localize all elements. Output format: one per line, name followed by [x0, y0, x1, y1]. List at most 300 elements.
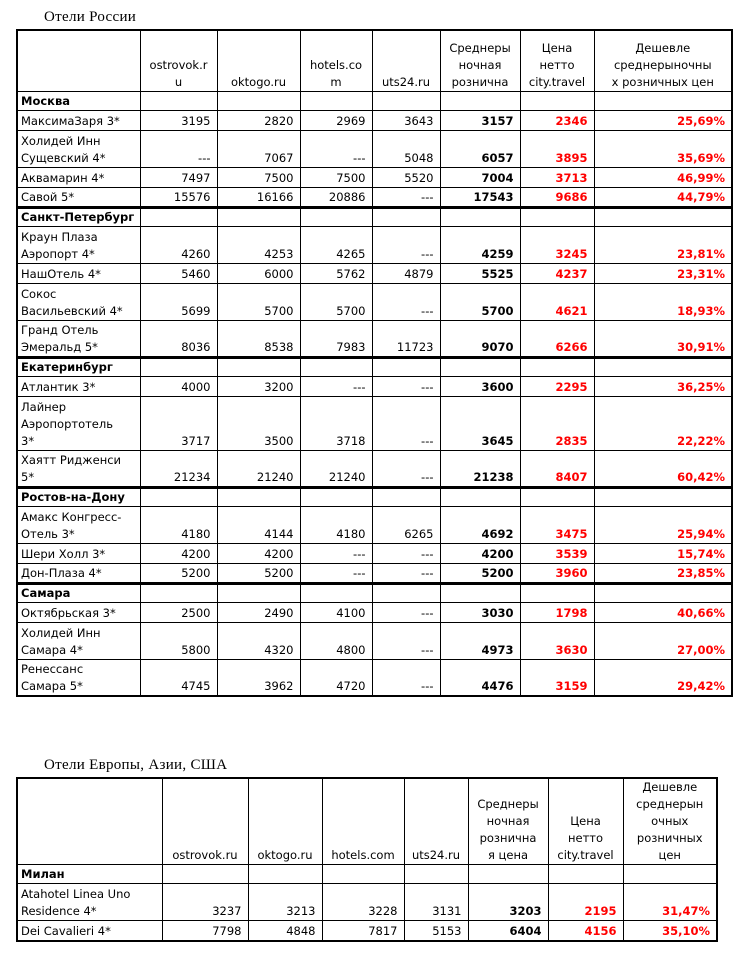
table-row [17, 110, 732, 130]
empty-cell [322, 865, 404, 884]
column-header [248, 778, 322, 865]
hotel-name [17, 187, 140, 207]
text-line: среднерыночны [613, 57, 712, 72]
text-line: hotels.co [309, 57, 363, 72]
cell-hotels: 4800 [300, 622, 372, 659]
cell-net: 3245 [520, 226, 594, 263]
city-name: Москва [17, 91, 140, 110]
empty-cell [217, 357, 300, 376]
city-name: Самара [17, 583, 140, 602]
empty-cell [594, 357, 732, 376]
cell-net: 3895 [520, 130, 594, 167]
cell-hotels: 20886 [300, 187, 372, 207]
cell-uts24: --- [372, 226, 440, 263]
cell-hotels: 7500 [300, 167, 372, 187]
text-line: Дешевле [642, 780, 698, 794]
cell-net: 4156 [548, 921, 623, 941]
cell-oktogo: 2820 [217, 110, 300, 130]
column-header [623, 778, 717, 865]
empty-cell [300, 583, 372, 602]
cell-ostrovok: 2500 [140, 602, 217, 622]
text-line: Васильевский 4* [21, 303, 123, 318]
city-row [17, 865, 717, 884]
text-line: Сущевский 4* [21, 150, 106, 165]
hotel-name [17, 563, 140, 583]
cell-oktogo: 2490 [217, 602, 300, 622]
cell-net: 3630 [520, 622, 594, 659]
cell-ostrovok: 15576 [140, 187, 217, 207]
table-row [17, 283, 732, 320]
empty-cell [440, 91, 520, 110]
empty-cell [300, 207, 372, 226]
text-line: Хаятт Ридженси [21, 452, 122, 467]
table-row [17, 622, 732, 659]
empty-cell [520, 583, 594, 602]
cell-avg: 6057 [440, 130, 520, 167]
cell-net: 6266 [520, 320, 594, 357]
russia-hotels-table [16, 29, 733, 697]
text-line: 3* [21, 433, 35, 448]
cell-hotels: --- [300, 130, 372, 167]
text-line: Холидей Инн [21, 625, 101, 640]
text-line: Цена [570, 814, 601, 828]
cell-hotels: 2969 [300, 110, 372, 130]
cell-oktogo: 3962 [217, 659, 300, 696]
cell-avg: 17543 [440, 187, 520, 207]
cell-avg: 3600 [440, 376, 520, 396]
cell-discount: 36,25% [594, 376, 732, 396]
cell-discount: 15,74% [594, 543, 732, 563]
empty-cell [520, 91, 594, 110]
text-line: Среднеры [449, 40, 511, 55]
text-line: Дешевле [635, 40, 691, 55]
text-line: Аквамарин 4* [21, 170, 105, 185]
russia-title: Отели России [44, 9, 137, 25]
text-line: Среднеры [477, 797, 539, 811]
text-line: Аэропортотель [21, 416, 114, 431]
cell-ostrovok: 5800 [140, 622, 217, 659]
cell-discount: 23,31% [594, 263, 732, 283]
text-line: Лайнер [21, 399, 67, 414]
column-header [404, 778, 468, 865]
cell-avg: 3157 [440, 110, 520, 130]
table-row [17, 563, 732, 583]
table-row [17, 659, 732, 696]
text-line: очных [651, 814, 689, 828]
column-header [17, 30, 140, 91]
column-header [162, 778, 248, 865]
cell-uts24: --- [372, 396, 440, 450]
cell-avg: 9070 [440, 320, 520, 357]
text-line: Холидей Инн [21, 133, 101, 148]
cell-discount: 25,69% [594, 110, 732, 130]
cell-avg: 3030 [440, 602, 520, 622]
empty-cell [520, 207, 594, 226]
text-line: рознична [451, 74, 509, 89]
cell-uts24: --- [372, 450, 440, 487]
text-line: х розничных цен [611, 74, 714, 89]
hotel-name [17, 543, 140, 563]
hotel-name [17, 110, 140, 130]
text-line: Шери Холл 3* [21, 546, 106, 561]
empty-cell [140, 487, 217, 506]
text-line: Самара 4* [21, 642, 83, 657]
cell-hotels: 4100 [300, 602, 372, 622]
column-header [372, 30, 440, 91]
empty-cell [440, 357, 520, 376]
text-line: Отель 3* [21, 526, 75, 541]
cell-hotels: --- [300, 376, 372, 396]
cell-avg: 4973 [440, 622, 520, 659]
cell-discount: 27,00% [594, 622, 732, 659]
cell-ostrovok: 5699 [140, 283, 217, 320]
cell-uts24: 5153 [404, 921, 468, 941]
empty-cell [372, 91, 440, 110]
text-line: oktogo.ru [230, 74, 287, 89]
city-name: Санкт-Петербург [17, 207, 140, 226]
column-header [440, 30, 520, 91]
cell-uts24: --- [372, 563, 440, 583]
empty-cell [404, 865, 468, 884]
cell-net: 4621 [520, 283, 594, 320]
cell-avg: 21238 [440, 450, 520, 487]
text-line: Октябрьская 3* [21, 605, 116, 620]
cell-uts24: --- [372, 543, 440, 563]
table-row [17, 884, 717, 921]
hotel-name [17, 226, 140, 263]
empty-cell [372, 487, 440, 506]
cell-ostrovok: 4180 [140, 506, 217, 543]
empty-cell [248, 865, 322, 884]
cell-ostrovok: 3195 [140, 110, 217, 130]
cell-uts24: 6265 [372, 506, 440, 543]
cell-oktogo: 3213 [248, 884, 322, 921]
text-line: я цена [487, 848, 529, 862]
table-row [17, 226, 732, 263]
cell-avg: 4200 [440, 543, 520, 563]
cell-net: 4237 [520, 263, 594, 283]
cell-oktogo: 4200 [217, 543, 300, 563]
cell-hotels: 7817 [322, 921, 404, 941]
cell-uts24: --- [372, 602, 440, 622]
hotel-name [17, 320, 140, 357]
empty-cell [372, 357, 440, 376]
cell-net: 1798 [520, 602, 594, 622]
cell-ostrovok: 3717 [140, 396, 217, 450]
text-line: Dei Cavalieri 4* [21, 923, 111, 938]
cell-discount: 29,42% [594, 659, 732, 696]
text-line: Residence 4* [21, 904, 97, 918]
cell-oktogo: 6000 [217, 263, 300, 283]
table-row [17, 396, 732, 450]
column-header [520, 30, 594, 91]
cell-hotels: 5762 [300, 263, 372, 283]
cell-oktogo: 7067 [217, 130, 300, 167]
cell-ostrovok: 5460 [140, 263, 217, 283]
cell-discount: 23,85% [594, 563, 732, 583]
text-line: Эмеральд 5* [21, 339, 98, 354]
text-line: u [174, 74, 183, 89]
cell-avg: 3203 [468, 884, 548, 921]
cell-ostrovok: 5200 [140, 563, 217, 583]
cell-net: 3475 [520, 506, 594, 543]
empty-cell [217, 207, 300, 226]
text-line: oktogo.ru [257, 848, 313, 862]
text-line: Гранд Отель [21, 322, 99, 337]
cell-oktogo: 3500 [217, 396, 300, 450]
cell-discount: 31,47% [623, 884, 717, 921]
cell-net: 3713 [520, 167, 594, 187]
city-row [17, 91, 732, 110]
cell-oktogo: 4144 [217, 506, 300, 543]
cell-ostrovok: 4260 [140, 226, 217, 263]
column-header [594, 30, 732, 91]
column-header [548, 778, 623, 865]
cell-discount: 60,42% [594, 450, 732, 487]
city-row [17, 583, 732, 602]
empty-cell [440, 583, 520, 602]
cell-net: 3960 [520, 563, 594, 583]
header-row [17, 778, 717, 865]
cell-discount: 46,99% [594, 167, 732, 187]
text-line: НашОтель 4* [21, 266, 101, 281]
hotel-name [17, 622, 140, 659]
text-line: цен [658, 848, 681, 862]
table-row [17, 376, 732, 396]
cell-uts24: 11723 [372, 320, 440, 357]
empty-cell [440, 487, 520, 506]
hotel-name [17, 602, 140, 622]
empty-cell [372, 207, 440, 226]
city-name: Милан [17, 865, 162, 884]
table-row [17, 543, 732, 563]
cell-net: 9686 [520, 187, 594, 207]
cell-hotels: --- [300, 563, 372, 583]
empty-cell [140, 91, 217, 110]
cell-hotels: 4180 [300, 506, 372, 543]
cell-discount: 35,69% [594, 130, 732, 167]
cell-net: 2295 [520, 376, 594, 396]
hotel-name [17, 659, 140, 696]
table-row [17, 921, 717, 941]
cell-hotels: 4265 [300, 226, 372, 263]
cell-avg: 4476 [440, 659, 520, 696]
column-header [322, 778, 404, 865]
empty-cell [300, 487, 372, 506]
cell-avg: 6404 [468, 921, 548, 941]
text-line: ночная [486, 814, 530, 828]
cell-uts24: --- [372, 376, 440, 396]
city-name: Ростов-на-Дону [17, 487, 140, 506]
empty-cell [300, 91, 372, 110]
hotel-name [17, 884, 162, 921]
text-line: uts24.ru [411, 848, 461, 862]
text-line: ostrovok.r [149, 57, 208, 72]
empty-cell [162, 865, 248, 884]
cell-hotels: 3228 [322, 884, 404, 921]
cell-ostrovok: 4745 [140, 659, 217, 696]
cell-ostrovok: 3237 [162, 884, 248, 921]
cell-net: 3159 [520, 659, 594, 696]
cell-discount: 44,79% [594, 187, 732, 207]
world-title: Отели Европы, Азии, США [44, 757, 228, 773]
hotel-name [17, 263, 140, 283]
cell-avg: 5700 [440, 283, 520, 320]
cell-ostrovok: 21234 [140, 450, 217, 487]
text-line: рознична [479, 831, 537, 845]
city-row [17, 207, 732, 226]
cell-uts24: 5048 [372, 130, 440, 167]
cell-oktogo: 4253 [217, 226, 300, 263]
city-name: Екатеринбург [17, 357, 140, 376]
empty-cell [594, 583, 732, 602]
hotel-name [17, 376, 140, 396]
column-header [217, 30, 300, 91]
cell-uts24: 3131 [404, 884, 468, 921]
text-line: Сокос [21, 286, 57, 301]
text-line: Аэропорт 4* [21, 246, 95, 261]
text-line: среднерын [636, 797, 704, 811]
text-line: Амакс Конгресс- [21, 509, 122, 524]
cell-ostrovok: 7798 [162, 921, 248, 941]
text-line: Atahotel Linea Uno [21, 887, 131, 901]
cell-hotels: 3718 [300, 396, 372, 450]
cell-uts24: --- [372, 283, 440, 320]
text-line: розничных [636, 831, 703, 845]
cell-net: 3539 [520, 543, 594, 563]
cell-uts24: 5520 [372, 167, 440, 187]
cell-oktogo: 5200 [217, 563, 300, 583]
table-row [17, 263, 732, 283]
cell-ostrovok: 4200 [140, 543, 217, 563]
text-line: Ренессанс [21, 662, 84, 676]
cell-oktogo: 8538 [217, 320, 300, 357]
empty-cell [548, 865, 623, 884]
cell-oktogo: 7500 [217, 167, 300, 187]
empty-cell [440, 207, 520, 226]
cell-uts24: --- [372, 187, 440, 207]
table-row [17, 602, 732, 622]
text-line: ostrovok.ru [172, 848, 238, 862]
cell-avg: 5525 [440, 263, 520, 283]
table-row [17, 506, 732, 543]
text-line: m [330, 74, 342, 89]
cell-net: 8407 [520, 450, 594, 487]
empty-cell [594, 91, 732, 110]
header-row [17, 30, 732, 91]
world-hotels-table [16, 777, 718, 942]
cell-net: 2195 [548, 884, 623, 921]
table-row [17, 167, 732, 187]
text-line: Атлантик 3* [21, 379, 96, 394]
hotel-name [17, 283, 140, 320]
text-line: Дон-Плаза 4* [21, 565, 102, 580]
empty-cell [217, 487, 300, 506]
cell-ostrovok: 8036 [140, 320, 217, 357]
cell-avg: 5200 [440, 563, 520, 583]
cell-discount: 30,91% [594, 320, 732, 357]
empty-cell [217, 91, 300, 110]
empty-cell [468, 865, 548, 884]
hotel-name [17, 921, 162, 941]
cell-discount: 25,94% [594, 506, 732, 543]
cell-uts24: --- [372, 659, 440, 696]
cell-net: 2835 [520, 396, 594, 450]
empty-cell [520, 357, 594, 376]
cell-oktogo: 3200 [217, 376, 300, 396]
table-row [17, 187, 732, 207]
cell-ostrovok: 7497 [140, 167, 217, 187]
cell-hotels: 21240 [300, 450, 372, 487]
text-line: Краун Плаза [21, 229, 98, 244]
empty-cell [594, 487, 732, 506]
text-line: нетто [567, 831, 604, 845]
empty-cell [623, 865, 717, 884]
cell-oktogo: 5700 [217, 283, 300, 320]
column-header [468, 778, 548, 865]
hotel-name [17, 130, 140, 167]
column-header [140, 30, 217, 91]
city-row [17, 357, 732, 376]
cell-oktogo: 4848 [248, 921, 322, 941]
cell-discount: 23,81% [594, 226, 732, 263]
text-line: hotels.com [331, 848, 395, 862]
cell-hotels: 7983 [300, 320, 372, 357]
hotel-name [17, 396, 140, 450]
empty-cell [140, 357, 217, 376]
table-row [17, 130, 732, 167]
text-line: city.travel [557, 848, 614, 862]
cell-uts24: 3643 [372, 110, 440, 130]
text-line: Савой 5* [21, 189, 75, 204]
text-line: ночная [458, 57, 502, 72]
cell-discount: 40,66% [594, 602, 732, 622]
cell-oktogo: 16166 [217, 187, 300, 207]
cell-oktogo: 4320 [217, 622, 300, 659]
cell-hotels: 4720 [300, 659, 372, 696]
text-line: нетто [539, 57, 575, 72]
cell-uts24: 4879 [372, 263, 440, 283]
column-header [300, 30, 372, 91]
cell-uts24: --- [372, 622, 440, 659]
table-row [17, 320, 732, 357]
text-line: Цена [541, 40, 573, 55]
empty-cell [140, 583, 217, 602]
city-row [17, 487, 732, 506]
text-line: 5* [21, 469, 35, 484]
cell-discount: 35,10% [623, 921, 717, 941]
text-line: city.travel [528, 74, 586, 89]
table-row [17, 450, 732, 487]
cell-avg: 4692 [440, 506, 520, 543]
hotel-name [17, 450, 140, 487]
cell-hotels: --- [300, 543, 372, 563]
text-line: Самара 5* [21, 679, 83, 693]
empty-cell [217, 583, 300, 602]
cell-net: 2346 [520, 110, 594, 130]
cell-ostrovok: 4000 [140, 376, 217, 396]
cell-oktogo: 21240 [217, 450, 300, 487]
cell-avg: 3645 [440, 396, 520, 450]
empty-cell [372, 583, 440, 602]
empty-cell [140, 207, 217, 226]
empty-cell [594, 207, 732, 226]
empty-cell [300, 357, 372, 376]
cell-ostrovok: --- [140, 130, 217, 167]
cell-hotels: 5700 [300, 283, 372, 320]
cell-avg: 7004 [440, 167, 520, 187]
text-line: uts24.ru [381, 74, 431, 89]
